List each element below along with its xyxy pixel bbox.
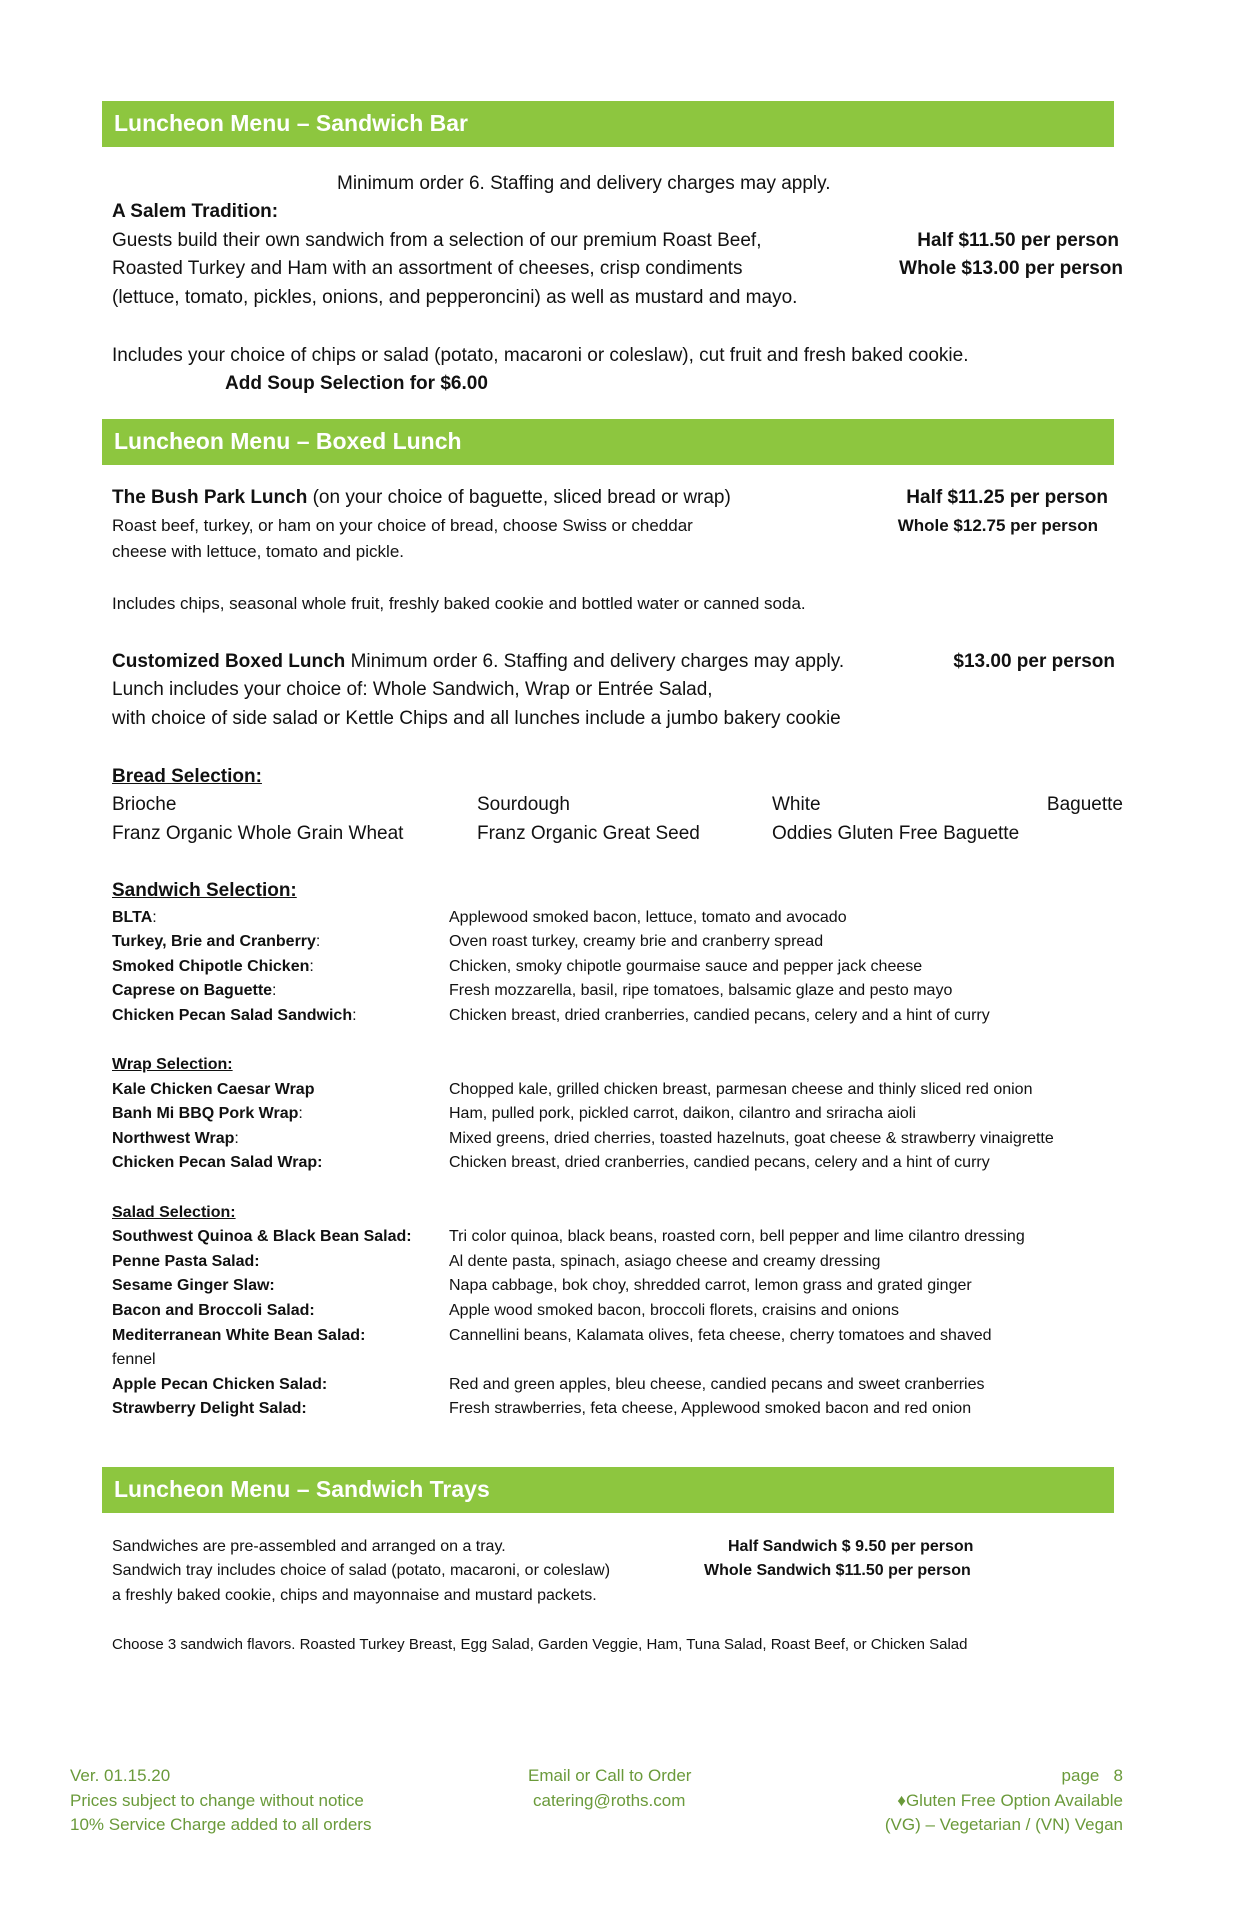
bush-desc-line2: cheese with lettuce, tomato and pickle. bbox=[112, 542, 404, 561]
bread-item: Brioche bbox=[112, 794, 177, 815]
custom-title: Customized Boxed Lunch Minimum order 6. Staffing and delivery charges may apply. bbox=[112, 651, 845, 672]
bar-desc-line3: (lettuce, tomato, pickles, onions, and pepperoncini) as well as mustard and mayo. bbox=[112, 287, 798, 308]
bush-includes: Includes chips, seasonal whole fruit, freshly baked cookie and bottled water or canned soda. bbox=[112, 594, 806, 613]
bar-desc-line2: Roasted Turkey and Ham with an assortment of cheeses, crisp condiments bbox=[112, 258, 743, 279]
footer-service-charge: 10% Service Charge added to all orders bbox=[70, 1815, 372, 1834]
salad-title: Salad Selection: bbox=[112, 1204, 236, 1221]
sandwich-desc: Oven roast turkey, creamy brie and cranberry spread bbox=[449, 933, 824, 950]
sandwich-title: Sandwich Selection: bbox=[112, 880, 297, 901]
sandwich-desc: Chicken, smoky chipotle gourmaise sauce and pepper jack cheese bbox=[449, 958, 923, 975]
footer-veg-legend: (VG) – Vegetarian / (VN) Vegan bbox=[884, 1815, 1123, 1834]
trays-price-half: Half Sandwich $ 9.50 per person bbox=[728, 1538, 974, 1555]
section-header-sandwich-trays: Luncheon Menu – Sandwich Trays bbox=[102, 1467, 1114, 1513]
bread-item: Sourdough bbox=[477, 794, 570, 815]
salad-name: Strawberry Delight Salad: bbox=[112, 1400, 307, 1417]
bread-item: Oddies Gluten Free Baguette bbox=[772, 823, 1020, 844]
footer-prices-note: Prices subject to change without notice bbox=[70, 1791, 364, 1810]
custom-desc-line2: with choice of side salad or Kettle Chips and all lunches include a jumbo bakery cookie bbox=[112, 708, 841, 729]
sandwich-name: Smoked Chipotle Chicken: bbox=[112, 958, 314, 975]
trays-desc-line1: Sandwiches are pre-assembled and arranged on a tray. bbox=[112, 1538, 506, 1555]
bar-price-whole: Whole $13.00 per person bbox=[899, 258, 1123, 279]
trays-price-whole: Whole Sandwich $11.50 per person bbox=[704, 1562, 971, 1579]
bush-park-title: The Bush Park Lunch (on your choice of baguette, sliced bread or wrap) bbox=[112, 487, 731, 508]
section-header-boxed-lunch: Luncheon Menu – Boxed Lunch bbox=[102, 419, 1114, 465]
bar-price-half: Half $11.50 per person bbox=[917, 230, 1119, 251]
section-header-sandwich-bar: Luncheon Menu – Sandwich Bar bbox=[102, 101, 1114, 147]
bush-desc-line1: Roast beef, turkey, or ham on your choice of bread, choose Swiss or cheddar bbox=[112, 516, 693, 535]
wrap-desc: Ham, pulled pork, pickled carrot, daikon, cilantro and sriracha aioli bbox=[449, 1105, 916, 1122]
footer-version: Ver. 01.15.20 bbox=[70, 1766, 171, 1785]
salad-desc: Fresh strawberries, feta cheese, Applewood smoked bacon and red onion bbox=[449, 1400, 972, 1417]
trays-desc-line3: a freshly baked cookie, chips and mayonnaise and mustard packets. bbox=[112, 1587, 597, 1604]
bread-item: Franz Organic Great Seed bbox=[477, 823, 700, 844]
salad-name: Bacon and Broccoli Salad: bbox=[112, 1302, 315, 1319]
add-soup: Add Soup Selection for $6.00 bbox=[225, 373, 488, 394]
min-order-note: Minimum order 6. Staffing and delivery charges may apply. bbox=[337, 173, 831, 194]
sandwich-name: BLTA: bbox=[112, 909, 157, 926]
salad-name: Mediterranean White Bean Salad: bbox=[112, 1327, 366, 1344]
wrap-name: Northwest Wrap: bbox=[112, 1130, 239, 1147]
salad-desc: Napa cabbage, bok choy, shredded carrot, lemon grass and grated ginger bbox=[449, 1277, 972, 1294]
bar-includes: Includes your choice of chips or salad (potato, macaroni or coleslaw), cut fruit and fresh baked cookie. bbox=[112, 345, 969, 366]
sandwich-name: Turkey, Brie and Cranberry: bbox=[112, 933, 321, 950]
bread-item: Franz Organic Whole Grain Wheat bbox=[112, 823, 404, 844]
sandwich-desc: Applewood smoked bacon, lettuce, tomato and avocado bbox=[449, 909, 847, 926]
sandwich-desc: Fresh mozzarella, basil, ripe tomatoes, balsamic glaze and pesto mayo bbox=[449, 982, 953, 999]
salad-name: Sesame Ginger Slaw: bbox=[112, 1277, 275, 1294]
sandwich-name: Chicken Pecan Salad Sandwich: bbox=[112, 1007, 357, 1024]
wrap-name: Banh Mi BBQ Pork Wrap: bbox=[112, 1105, 303, 1122]
footer-page: page 8 bbox=[1061, 1766, 1123, 1785]
salad-name: Penne Pasta Salad: bbox=[112, 1253, 260, 1270]
footer-email[interactable]: catering@roths.com bbox=[533, 1791, 686, 1810]
salad-desc: Tri color quinoa, black beans, roasted corn, bell pepper and lime cilantro dressing bbox=[449, 1228, 1025, 1245]
salad-name: Apple Pecan Chicken Salad: bbox=[112, 1376, 328, 1393]
wrap-name: Chicken Pecan Salad Wrap: bbox=[112, 1154, 323, 1171]
bread-item: White bbox=[772, 794, 821, 815]
salad-desc: Cannellini beans, Kalamata olives, feta cheese, cherry tomatoes and shaved bbox=[449, 1327, 992, 1344]
footer-gluten-free: ♦Gluten Free Option Available bbox=[897, 1791, 1123, 1810]
wrap-title: Wrap Selection: bbox=[112, 1056, 233, 1073]
footer-order: Email or Call to Order bbox=[528, 1766, 692, 1785]
bread-title: Bread Selection: bbox=[112, 766, 262, 787]
custom-price: $13.00 per person bbox=[953, 651, 1115, 672]
wrap-desc: Chicken breast, dried cranberries, candied pecans, celery and a hint of curry bbox=[449, 1154, 990, 1171]
sandwich-name: Caprese on Baguette: bbox=[112, 982, 277, 999]
trays-flavors: Choose 3 sandwich flavors. Roasted Turkey Breast, Egg Salad, Garden Veggie, Ham, Tuna Salad, Roast Beef, or Chicken Salad bbox=[112, 1636, 968, 1653]
custom-desc-line1: Lunch includes your choice of: Whole Sandwich, Wrap or Entrée Salad, bbox=[112, 679, 713, 700]
wrap-desc: Chopped kale, grilled chicken breast, parmesan cheese and thinly sliced red onion bbox=[449, 1081, 1033, 1098]
bread-item: Baguette bbox=[1046, 794, 1123, 815]
salad-name: Southwest Quinoa & Black Bean Salad: bbox=[112, 1228, 412, 1245]
salad-desc-overflow: fennel bbox=[112, 1351, 156, 1368]
salad-desc: Red and green apples, bleu cheese, candied pecans and sweet cranberries bbox=[449, 1376, 985, 1393]
salad-desc: Apple wood smoked bacon, broccoli florets, craisins and onions bbox=[449, 1302, 900, 1319]
sandwich-desc: Chicken breast, dried cranberries, candied pecans, celery and a hint of curry bbox=[449, 1007, 990, 1024]
bar-desc-line1: Guests build their own sandwich from a selection of our premium Roast Beef, bbox=[112, 230, 762, 251]
bush-price-whole: Whole $12.75 per person bbox=[897, 516, 1098, 535]
tradition-title: A Salem Tradition: bbox=[112, 201, 279, 222]
wrap-name: Kale Chicken Caesar Wrap bbox=[112, 1081, 315, 1098]
bush-price-half: Half $11.25 per person bbox=[906, 487, 1108, 508]
wrap-desc: Mixed greens, dried cherries, toasted hazelnuts, goat cheese & strawberry vinaigrette bbox=[449, 1130, 1054, 1147]
trays-desc-line2: Sandwich tray includes choice of salad (potato, macaroni, or coleslaw) bbox=[112, 1562, 611, 1579]
salad-desc: Al dente pasta, spinach, asiago cheese and creamy dressing bbox=[449, 1253, 881, 1270]
